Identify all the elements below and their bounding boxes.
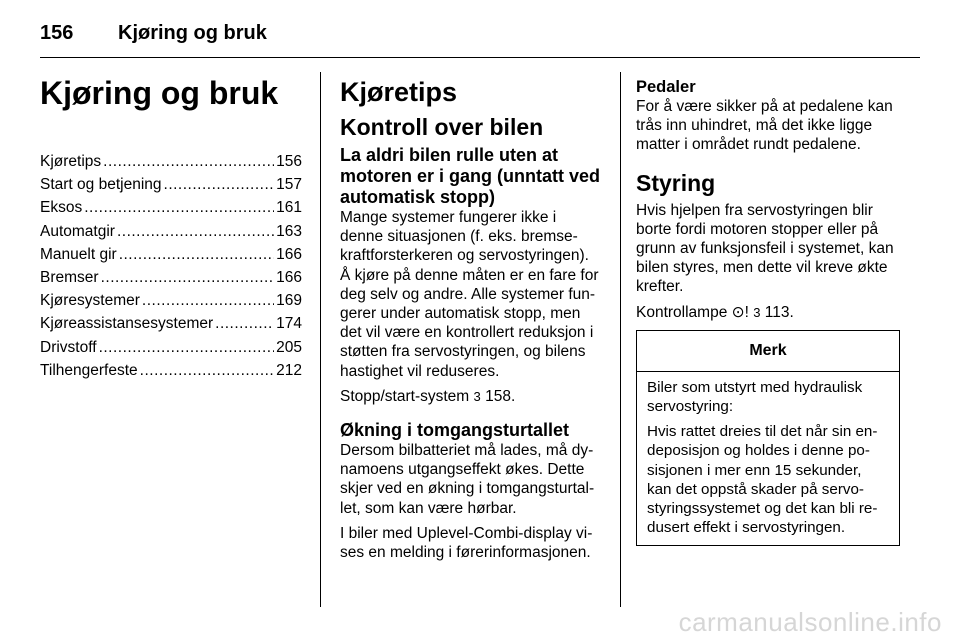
topic-heading: La aldri bilen rulle uten at motoren er i gang (unntatt ved automatisk stopp) (340, 145, 601, 207)
toc-leader (101, 270, 275, 286)
note-paragraph: Biler som utstyrt med hydraulisk servostyring: (647, 378, 863, 416)
toc-label: Manuelt gir (40, 245, 117, 263)
toc-item[interactable] (40, 312, 302, 335)
toc-leader (215, 316, 274, 332)
reference-label: Stopp/start-system (340, 387, 470, 405)
toc-page: 161 (276, 199, 302, 217)
toc-leader (119, 247, 274, 263)
paragraph: Mange systemer fungerer ikke i denne situasjonen (f. eks. bremsekraftforsterkeren og servostyringen). Å kjøre på denne måten er en fare for deg selv og andre. Alle systemer fungerer under automatisk stopp, men det vil være en kontrollert reduksjon i støtten fra servostyringen, og bilens hastighet vil reduseres. (340, 209, 599, 380)
toc-label: Kjøresystemer (40, 292, 140, 310)
toc-leader (142, 293, 274, 309)
toc-label: Start og betjening (40, 176, 162, 194)
paragraph: Hvis hjelpen fra servostyringen blir borte fordi motoren stopper eller på grunn av funksjonsfeil i systemet, kan bilen styres, men dette vil kreve økte krefter. (636, 201, 894, 296)
toc-label: Drivstoff (40, 338, 97, 356)
toc-label: Eksos (40, 199, 83, 217)
column-divider-1 (320, 72, 321, 607)
chapter-title: Kjøring og bruk (40, 75, 279, 111)
toc-label: Automatgir (40, 222, 115, 240)
paragraph: I biler med Uplevel-Combi-display vises en melding i førerinformasjonen. (340, 524, 593, 562)
toc-leader (103, 154, 274, 170)
page-reference-icon: 3 (473, 388, 481, 404)
toc-leader (164, 177, 275, 193)
toc-page: 166 (276, 269, 302, 287)
topic-heading: Økning i tomgangsturtallet (340, 420, 570, 441)
toc-leader (117, 224, 274, 240)
toc-page: 163 (276, 222, 302, 240)
subsection-title: Kontroll over bilen (340, 114, 544, 140)
header-rule (40, 57, 920, 58)
toc-page: 205 (276, 338, 302, 356)
toc-item[interactable] (40, 266, 302, 289)
reference-page: 158. (485, 387, 516, 405)
reference-label: Kontrollampe (636, 303, 728, 321)
toc-page: 169 (276, 292, 302, 310)
toc-leader (140, 363, 274, 379)
table-of-contents (40, 150, 302, 382)
reference-page: 113. (764, 303, 794, 321)
toc-page: 156 (276, 153, 302, 170)
toc-page: 166 (276, 245, 302, 263)
toc-label: Kjøreassistansesystemer (40, 315, 214, 333)
page-number: 156 (40, 22, 74, 44)
toc-page: 212 (276, 361, 302, 379)
running-title: Kjøring og bruk (118, 22, 267, 44)
toc-item[interactable] (40, 359, 302, 382)
toc-item[interactable] (40, 289, 302, 312)
note-box (636, 330, 900, 547)
toc-label: Kjøretips (40, 153, 102, 170)
toc-label: Bremser (40, 269, 99, 287)
toc-item[interactable] (40, 220, 302, 243)
column-divider-2 (620, 72, 621, 607)
toc-label: Tilhengerfeste (40, 361, 138, 379)
toc-item[interactable] (40, 243, 302, 266)
note-title: Merk (637, 331, 899, 372)
subsection-title: Styring (636, 169, 716, 196)
topic-heading: Pedaler (636, 78, 696, 96)
control-lamp-icon: ⊙! (731, 303, 749, 321)
watermark: carmanualsonline.info (678, 607, 942, 637)
page-reference-icon: 3 (753, 304, 761, 320)
paragraph: Dersom bilbatteriet må lades, må dynamoens utgangseffekt økes. Dette skjer ved en økning i tomgangsturtallet, som kan være hørbar. (340, 442, 595, 517)
paragraph: For å være sikker på at pedalene kan trås inn uhindret, må det ikke ligge matter i området rundt pedalene. (636, 98, 893, 154)
toc-page: 157 (276, 176, 302, 194)
toc-item[interactable] (40, 336, 302, 359)
toc-item[interactable] (40, 150, 302, 173)
toc-item[interactable] (40, 196, 302, 219)
cross-reference[interactable] (636, 303, 902, 322)
section-title: Kjøretips (340, 77, 458, 107)
toc-page: 174 (276, 315, 302, 333)
note-paragraph: Hvis rattet dreies til det når sin endeposisjon og holdes i denne posisjonen i mer enn 15 sekunder, kan det oppstå skader på servostyringssystemet og det kan bli redusert effekt i servostyringen. (647, 423, 878, 537)
cross-reference[interactable] (340, 387, 602, 406)
toc-leader (99, 340, 275, 356)
toc-item[interactable] (40, 173, 302, 196)
toc-leader (84, 200, 274, 216)
